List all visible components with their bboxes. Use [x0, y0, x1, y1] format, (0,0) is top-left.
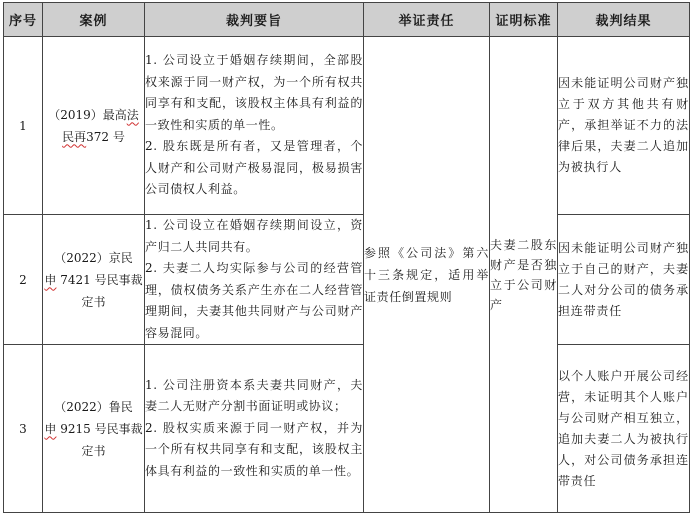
gist-point: 2. 股东既是所有者，又是管理者，个人财产和公司财产极易混同，极易损害公司债权人利益。: [145, 139, 363, 197]
gist-cell: [145, 345, 364, 513]
header-case: 案例: [43, 3, 145, 37]
case-reference: [43, 345, 145, 513]
case-suffix: 7421 号民事裁定书: [60, 272, 143, 309]
table-row: [4, 37, 690, 215]
header-burden: 举证责任: [364, 3, 490, 37]
standard-of-proof: 夫妻二股东财产是否独立于公司财产: [490, 37, 558, 513]
gist-cell: [145, 37, 364, 215]
case-court: 申: [44, 272, 57, 287]
case-court: 申: [44, 421, 57, 436]
case-prefix: （2022）鲁民: [54, 399, 133, 414]
case-court: 法民再: [62, 107, 139, 144]
header-gist: 裁判要旨: [145, 3, 364, 37]
gist-point: 1. 公司设立于婚姻存续期间，全部股权来源于同一财产权，为一个所有权共同享有和支配，该股权主体具有利益的一致性和实质的单一性。: [145, 53, 363, 132]
judgment-result: 以个人账户开展公司经营，未证明其个人账户与公司财产相互独立，追加夫妻二人为被执行人，对公司债务承担连带责任: [558, 345, 690, 513]
gist-point: 2. 股权实质来源于同一财产权，并为一个所有权共同享有和支配，该股权主体具有利益的一致性和实质的单一性。: [145, 420, 363, 478]
judgment-result: 因未能证明公司财产独立于自己的财产，夫妻二人对分公司的债务承担连带责任: [558, 215, 690, 345]
case-prefix: （2019）最高: [48, 107, 127, 122]
case-table-container: [3, 2, 689, 510]
gist-point: 2. 夫妻二人均实际参与公司的经营管理，债权债务关系产生亦在二人经营管理期间，夫妻其他共同财产与公司财产容易混同。: [145, 261, 363, 340]
case-suffix: 9215 号民事裁定书: [60, 421, 143, 458]
case-prefix: （2022）京民: [54, 250, 133, 265]
row-number: 1: [4, 37, 43, 215]
burden-of-proof: 参照《公司法》第六十三条规定，适用举证责任倒置规则: [364, 37, 490, 513]
case-reference: [43, 37, 145, 215]
table-row: [4, 345, 690, 513]
header-result: 裁判结果: [558, 3, 690, 37]
judgment-result: 因未能证明公司财产独立于双方其他共有财产，承担举证不力的法律后果，夫妻二人追加为被执行人: [558, 37, 690, 215]
table-row: [4, 215, 690, 345]
header-no: 序号: [4, 3, 43, 37]
gist-point: 1. 公司设立在婚姻存续期间设立，资产归二人共同共有。: [145, 218, 363, 254]
row-number: 2: [4, 215, 43, 345]
gist-point: 1. 公司注册资本系夫妻共同财产，夫妻二人无财产分割书面证明或协议；: [145, 377, 363, 414]
gist-cell: [145, 215, 364, 345]
case-reference: [43, 215, 145, 345]
header-standard: 证明标准: [490, 3, 558, 37]
case-suffix: 372 号: [86, 129, 125, 144]
case-table: [3, 2, 690, 513]
row-number: 3: [4, 345, 43, 513]
header-row: [4, 3, 690, 37]
